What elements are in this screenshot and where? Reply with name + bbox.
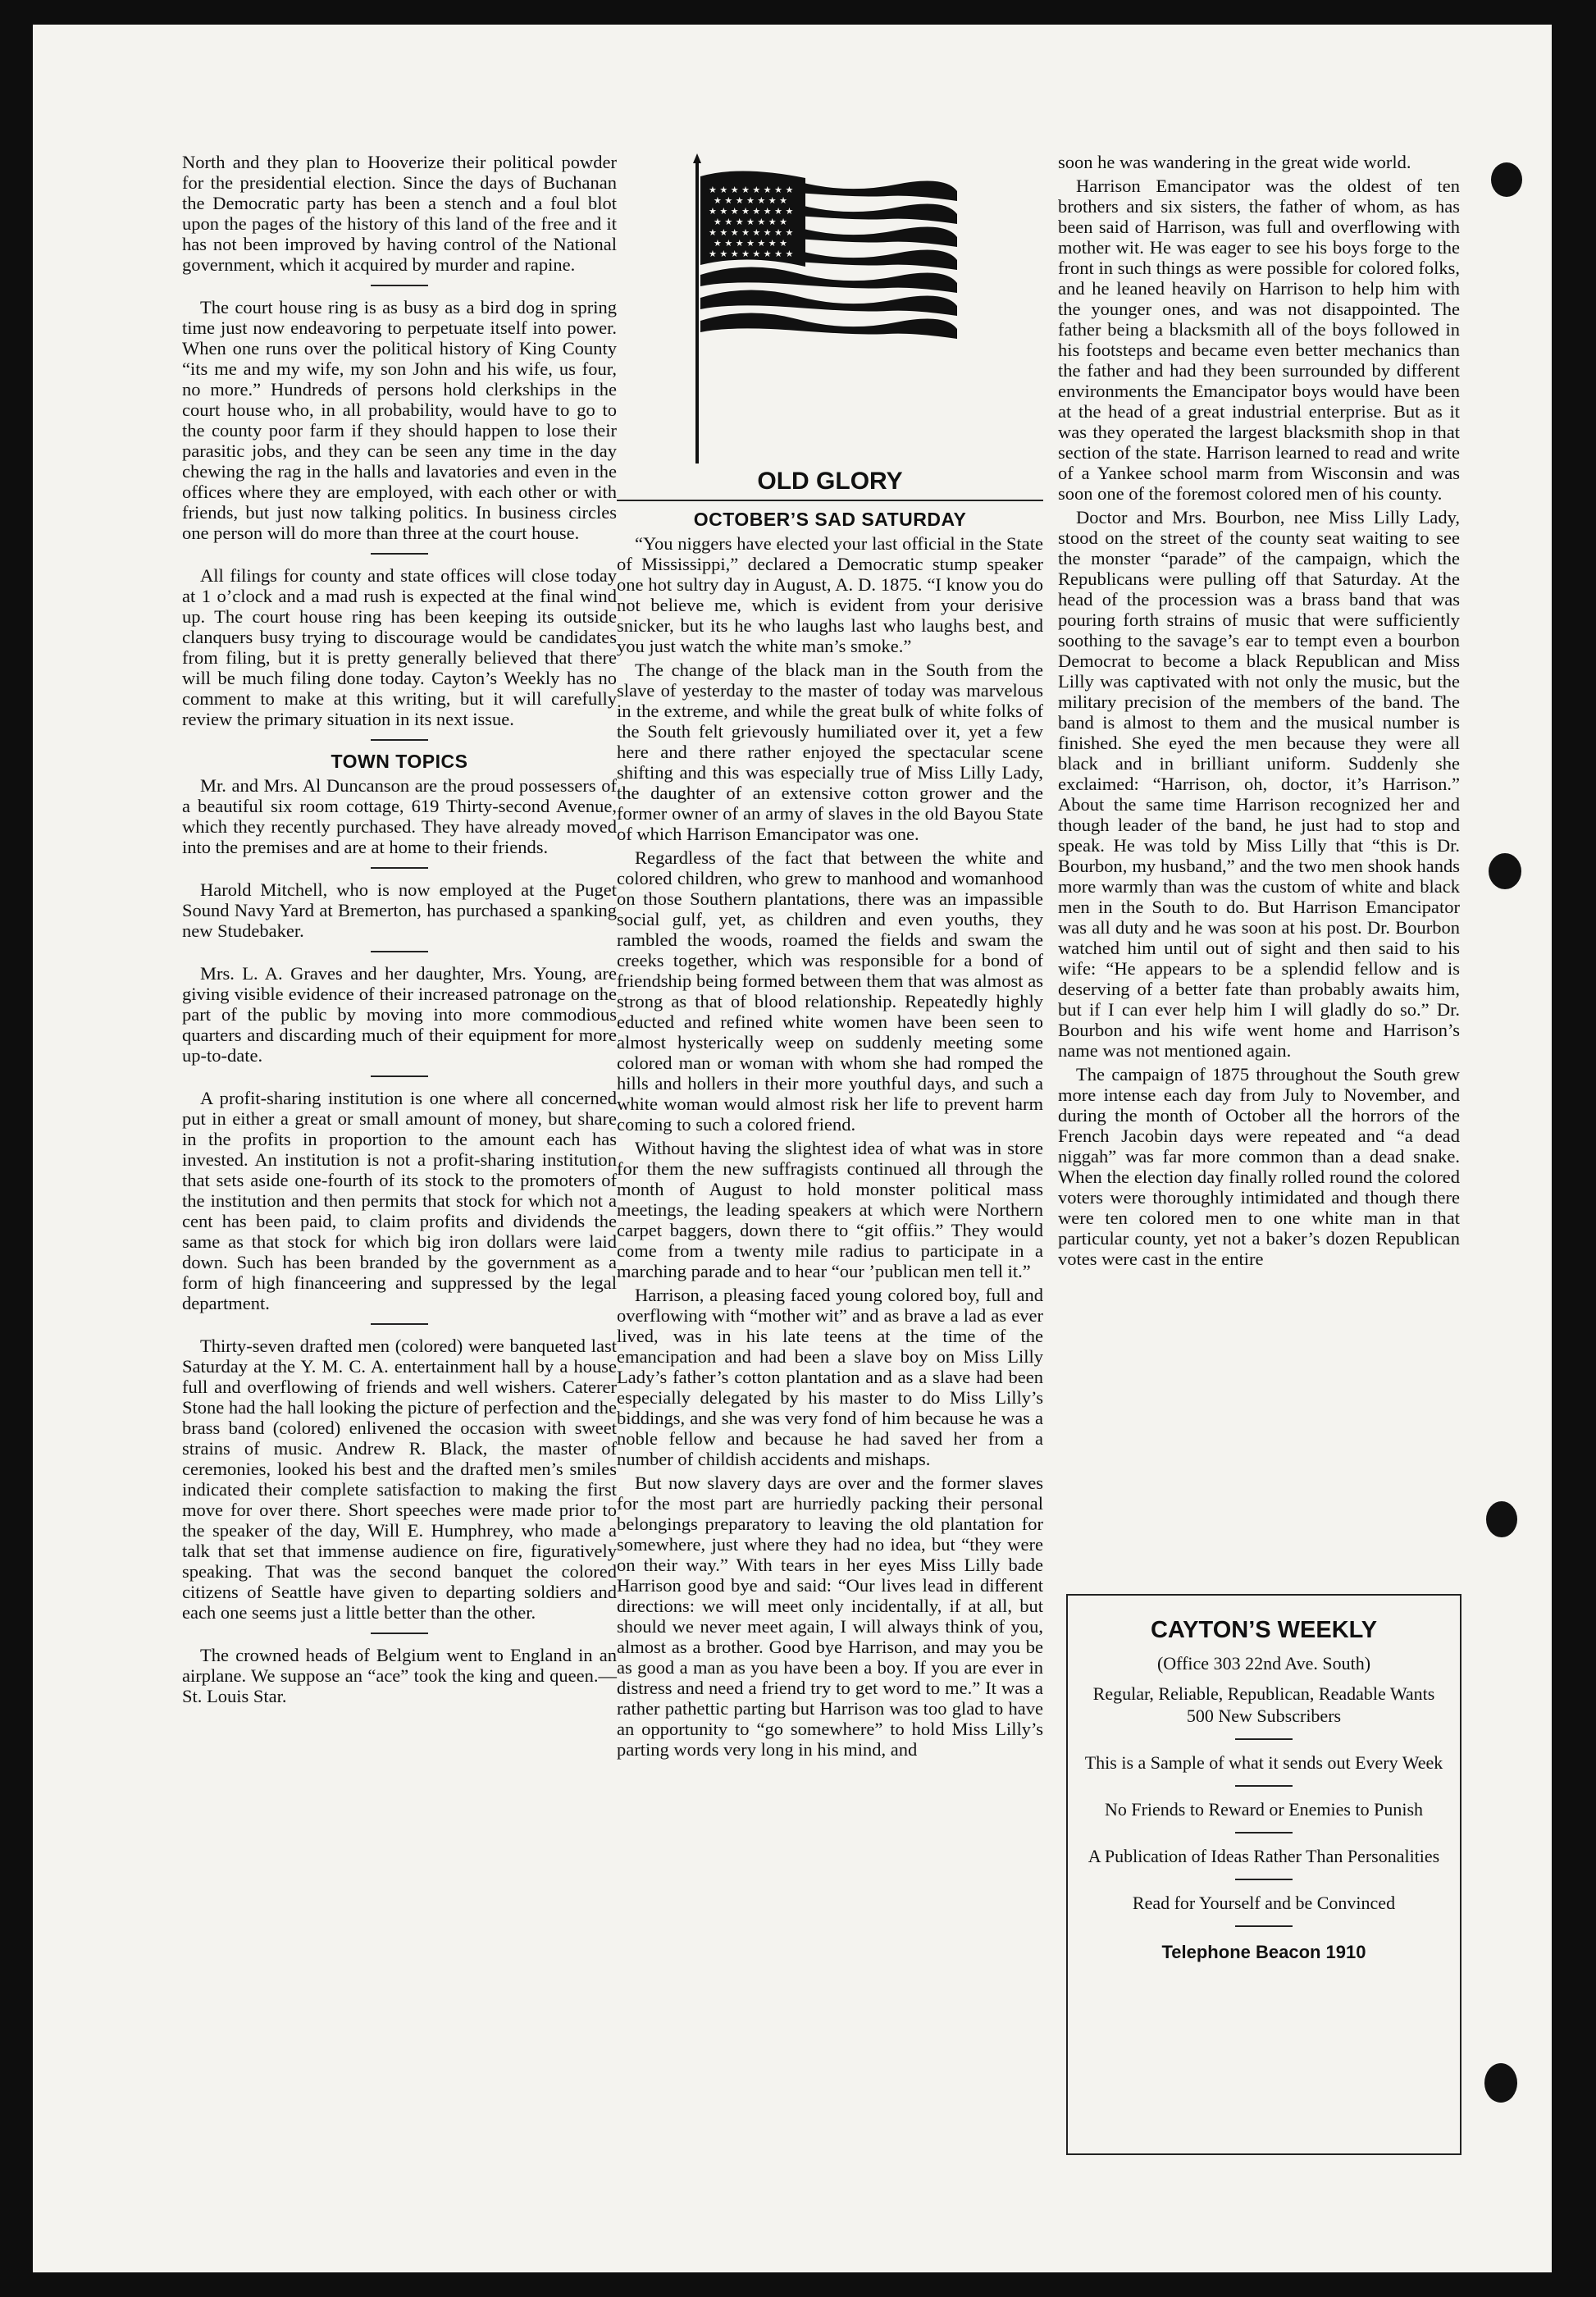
article-paragraph: But now slavery days are over and the former slaves for the most part are hurriedly packing their personal belongings preparatory to leaving the old plantation for somewhere, just where they had no idea, but “they were on their way.” With tears in her eyes Miss Lilly bade Harrison good bye and said: “Our lives lead in different directions: we will meet only incidentally, if at all, but should we never meet again, I will always think of you, almost as a brother. Good bye Harrison, and may you be as good a man as you have been a boy. If you are ever in distress and need a friend try to get word to me.” It was a rather pathettic parting but Harrison was too glad to have an opportunity to “go somewhere” to hold Miss Lilly’s parting words very long in his mind, and xyxy=(617,1473,1043,1760)
article-paragraph: Regardless of the fact that between the white and colored children, who grew to manhood and womanhood on those Southern plantations, there was an impassible social gulf, yet, as children and even youths, they rambled the woods, roamed the fields and swam the creeks together, which was responsible for a bond of friendship being formed between them that was almost as strong as that of blood relationship. Repeatedly highly educted and refined white women have been seen to almost hysterically weep on suddenly meeting some colored man or woman with whom she had romped the hills and hollers in their more youthful days, and such a white woman would almost risk her life to prevent harm coming to such a colored friend. xyxy=(617,847,1043,1135)
article-paragraph: All filings for county and state offices will close today at 1 o’clock and a mad rush is expected at the final wind up. The court house ring has been keeping its outside clanquers busy trying to discourage would be candidates from filing, but it is pretty generally believed that there will be much filing done today. Cayton’s Weekly has no comment to make at this writing, but it will carefully review the primary situation in its next issue. xyxy=(182,565,617,729)
divider xyxy=(371,951,428,952)
divider xyxy=(1235,1925,1293,1927)
article-paragraph: A profit-sharing institution is one where all concerned put in either a great or small amount of money, but share in the profits in proportion to the amount each has invested. An institution is not a profit-sharing institution that sets aside one-fourth of its stock to the promoters of the institution and then permits that stock for which not a cent has been paid, to claim profits and dividends the same as that stock for which big iron dollars were laid down. Such has been branded by the government as a form of high financeering and suppressed by the legal department. xyxy=(182,1088,617,1313)
column-3 xyxy=(1058,152,1460,1272)
article-paragraph: soon he was wandering in the great wide world. xyxy=(1058,152,1411,172)
divider xyxy=(617,500,1043,501)
svg-text:★ ★ ★ ★ ★ ★ ★ ★: ★ ★ ★ ★ ★ ★ ★ ★ xyxy=(709,227,794,238)
svg-text:★ ★ ★ ★ ★ ★ ★ ★: ★ ★ ★ ★ ★ ★ ★ ★ xyxy=(709,206,794,217)
article-paragraph: The change of the black man in the South from the slave of yesterday to the master of today was marvelous in the extreme, and while the great bulk of white folks of the South felt grievously humiliated over it, yet a few here and there rather enjoyed the spectacular scene shifting and this was especially true of Miss Lilly Lady, the daughter of an extensive cotton grower and the former owner of an army of slaves in the old Bayou State of which Harrison Emancipator was one. xyxy=(617,660,1043,844)
article-paragraph: The crowned heads of Belgium went to England in an airplane. We suppose an “ace” took the king and queen.—St. Louis Star. xyxy=(182,1645,617,1706)
punch-hole xyxy=(1486,1501,1517,1537)
section-heading-town-topics: TOWN TOPICS xyxy=(331,751,468,772)
ad-line: Regular, Reliable, Republican, Readable Wants 500 New Subscribers xyxy=(1092,1683,1435,1726)
article-paragraph: Without having the slightest idea of what was in store for them the new suffragists continued all through the month of August to hold monster political mass meetings, the leading speakers at which were Northern carpet baggers, down there to “git offiis.” They would come from a twenty mile radius to participate in a marching parade and to hear “our ’publican men tell it.” xyxy=(617,1138,1043,1281)
column-1 xyxy=(182,152,617,1710)
ad-line: No Friends to Reward or Enemies to Punish xyxy=(1104,1799,1424,1820)
svg-text:★ ★ ★ ★ ★ ★ ★: ★ ★ ★ ★ ★ ★ ★ xyxy=(714,195,788,206)
punch-hole xyxy=(1491,162,1522,197)
article-paragraph: The campaign of 1875 throughout the South grew more intense each day from July to November, and during the month of October all the horrors of the French Jacobin days were repeated and “a dead niggah” was far more common than a dead snake. When the election day finally rolled round the colored voters were thoroughly intimidated and though there were ten colored men to one white man in that particular county, yet not a baker’s dozen Republican votes were cast in the entire xyxy=(1058,1064,1460,1269)
divider xyxy=(371,739,428,741)
ad-address: (Office 303 22nd Ave. South) xyxy=(1156,1653,1371,1674)
column-2 xyxy=(617,152,1043,1763)
divider xyxy=(371,553,428,555)
ad-line: A Publication of Ideas Rather Than Personalities xyxy=(1088,1846,1440,1866)
article-paragraph: The court house ring is as busy as a bird dog in spring time just now endeavoring to perpetuate itself into power. When one runs over the political history of King County “its me and my wife, my son John and his wife, us four, no more.” Hundreds of persons hold clerkships in the court house who, in all probability, would have to go to the county poor farm if they should happen to lose their parasitic jobs, and they can be seen any time in the day chewing the rag in the halls and lavatories and even in the offices where they are employed, with each other or with friends, but just now talking politics. In business circles one person will do more than three at the court house. xyxy=(182,297,617,543)
svg-text:★ ★ ★ ★ ★ ★ ★ ★: ★ ★ ★ ★ ★ ★ ★ ★ xyxy=(709,249,794,259)
divider xyxy=(371,867,428,869)
article-heading: OCTOBER’S SAD SATURDAY xyxy=(693,509,967,530)
punch-hole xyxy=(1489,853,1521,889)
article-paragraph: Mrs. L. A. Graves and her daughter, Mrs. Young, are giving visible evidence of their increased patronage on the part of the public by moving into more commodious quarters and discarding much of their equipment for more up-to-date. xyxy=(182,963,617,1066)
divider xyxy=(371,1323,428,1325)
divider xyxy=(1235,1738,1293,1740)
ad-line: This is a Sample of what it sends out Every Week xyxy=(1084,1752,1443,1773)
divider xyxy=(1235,1832,1293,1833)
article-paragraph: Doctor and Mrs. Bourbon, nee Miss Lilly Lady, stood on the street of the county seat waiting to see the monster “parade” of the campaign, which the Republicans were pulling off that Saturday. At the head of the procession was a brass band that was pouring forth strains of music that were sufficiently soothing to the savage’s ear to tempt even a bourbon Democrat to become a black Republican and Miss Lilly was captivated with not only the music, but the military precision of the members of the band. The band is almost to them and the musical number is finished. She eyed the men because they were all black and in brilliant uniform. Suddenly she exclaimed: “Harrison, oh, doctor, it’s Harrison.” About the same time Harrison recognized her and though leader of the band, he just had to stop and speak. He was told by Miss Lilly that “this is Dr. Bourbon, my husband,” and the two men shook hands more warmly than was the custom of white and black men in the South to do. But Harrison Emancipator was all duty and he was soon at his post. Dr. Bourbon watched him until out of sight and then said to his wife: “He appears to be a splendid fellow and is deserving of a better fate than probably awaits him, but if I can ever help him I will gladly do so.” Dr. Bourbon and his wife went home and Harrison’s name was not mentioned again. xyxy=(1058,507,1460,1061)
ad-line: Read for Yourself and be Convinced xyxy=(1132,1893,1396,1913)
article-paragraph: Thirty-seven drafted men (colored) were banqueted last Saturday at the Y. M. C. A. entertainment hall by a house full and overflowing of friends and well wishers. Caterer Stone had the hall looking the picture of perfection and the brass band (colored) enlivened the occasion with sweet strains of music. Andrew R. Black, the master of ceremonies, looked his best and the drafted men’s smiles indicated their complete satisfaction to making the first move for over there. Short speeches were made prior to the speaker of the day, Will E. Humphrey, who made a talk that set that immense audience on fire, figuratively speaking. That was the second banquet the colored citizens of Seattle have given to departing soldiers and each one seems just a little better than the other. xyxy=(182,1336,617,1623)
divider xyxy=(371,1633,428,1634)
american-flag-illustration xyxy=(682,152,978,468)
ad-telephone: Telephone Beacon 1910 xyxy=(1161,1942,1366,1962)
divider xyxy=(1235,1879,1293,1880)
svg-text:★ ★ ★ ★ ★ ★ ★: ★ ★ ★ ★ ★ ★ ★ xyxy=(714,238,788,249)
flag-caption: OLD GLORY xyxy=(757,468,903,495)
punch-hole xyxy=(1484,2063,1517,2103)
ad-title: CAYTON’S WEEKLY xyxy=(1150,1617,1378,1643)
article-paragraph: Harold Mitchell, who is now employed at the Puget Sound Navy Yard at Bremerton, has purchased a spanking new Studebaker. xyxy=(182,879,617,941)
newspaper-page xyxy=(33,25,1552,2272)
divider xyxy=(371,285,428,286)
divider xyxy=(371,1075,428,1077)
divider xyxy=(1235,1785,1293,1787)
svg-text:★ ★ ★ ★ ★ ★ ★: ★ ★ ★ ★ ★ ★ ★ xyxy=(714,217,788,227)
article-paragraph: Harrison, a pleasing faced young colored boy, full and overflowing with “mother wit” and as brave a lad as ever lived, was in his late teens at the time of the emancipation and had been a slave boy on Miss Lilly Lady’s father’s cotton plantation and as a slave had been especially delegated by his master to do Miss Lilly’s biddings, and she was very fond of him because he was a noble fellow and because he had saved her from a number of childish accidents and mishaps. xyxy=(617,1285,1043,1469)
article-paragraph: “You niggers have elected your last official in the State of Mississippi,” declared a Democratic stump speaker one hot sultry day in August, A. D. 1875. “I know you do not believe me, which is evident from your derisive snicker, but its he who laughs last who laughs best, and you just watch the white man’s smoke.” xyxy=(617,533,1043,656)
svg-text:★ ★ ★ ★ ★ ★ ★ ★: ★ ★ ★ ★ ★ ★ ★ ★ xyxy=(709,185,794,195)
article-paragraph: Harrison Emancipator was the oldest of ten brothers and six sisters, the father of whom, as has been said of Harrison, was full and overflowing with mother wit. He was eager to see his boys forge to the front in such things as were possible for colored folks, and he leaned heavily on Harrison to help him with the younger ones, and was not disappointed. The father being a blacksmith all of the boys followed in his footsteps and became even better mechanics than the father and had they been surrounded by different environments the Emancipator boys would have been at the head of a great industrial enterprise. But as it was they operated the largest blacksmith shop in that section of the state. Harrison learned to read and write of a Yankee school marm from Wisconsin and was soon one of the foremost colored men of his county. xyxy=(1058,176,1460,504)
article-paragraph: North and they plan to Hooverize their political powder for the presidential election. Since the days of Buchanan the Democratic party has been a stench and a foul blot upon the pages of the history of this land of the free and it has not been improved by having control of the National government, which it acquired by murder and rapine. xyxy=(182,152,617,275)
article-paragraph: Mr. and Mrs. Al Duncanson are the proud possessers of a beautiful six room cottage, 619 Thirty-second Avenue, which they recently purchased. They have already moved into the premises and are at home to their friends. xyxy=(182,775,617,857)
caytons-weekly-ad-box xyxy=(1066,1594,1461,2155)
